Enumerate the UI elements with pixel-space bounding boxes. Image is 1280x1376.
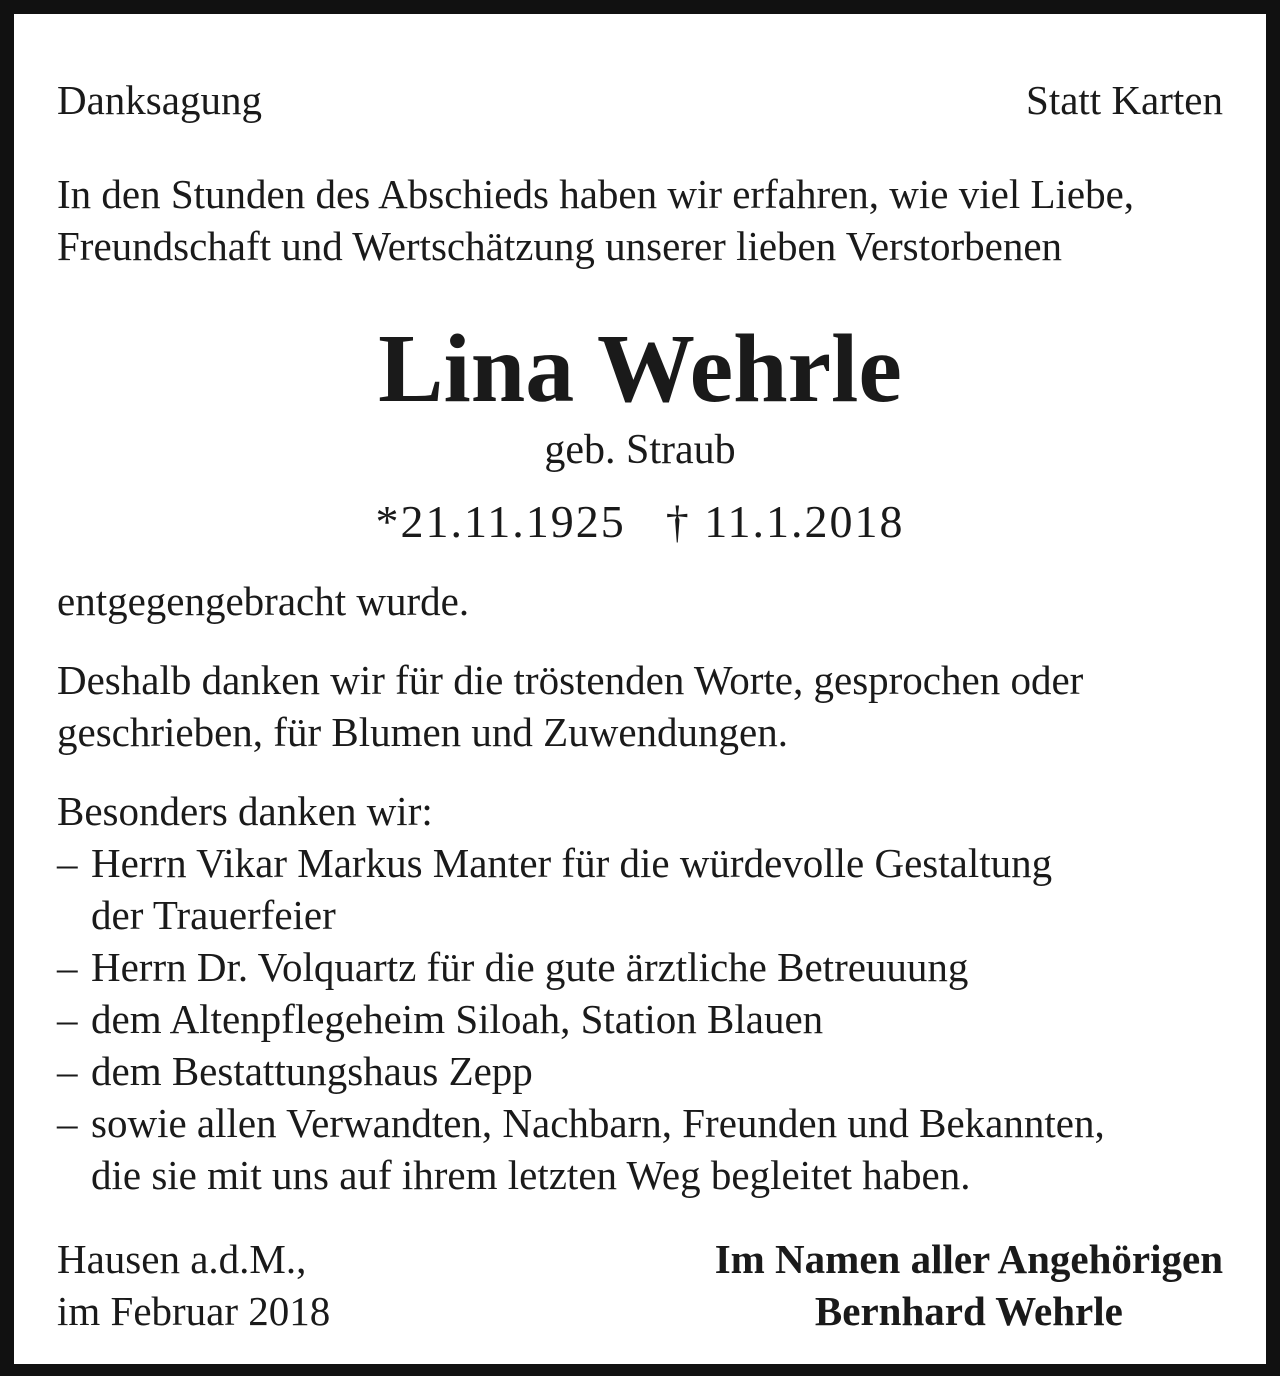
birth-date: *21.11.1925: [375, 496, 626, 547]
maiden-name: geb. Straub: [544, 427, 736, 473]
special-thanks: [57, 785, 1105, 1201]
special-thanks-line: Herrn Dr. Volquartz für die gute ärztliche Betreuuung: [91, 944, 969, 990]
special-thanks-line: sowie allen Verwandten, Nachbarn, Freunden und Bekannten,: [91, 1100, 1105, 1146]
list-dash: –: [57, 944, 78, 990]
signature-name: Bernhard Wehrle: [814, 1288, 1123, 1334]
intro-line: Freundschaft und Wertschätzung unserer lieben Verstorbenen: [57, 223, 1063, 269]
list-dash: –: [57, 1100, 78, 1146]
special-thanks-line: die sie mit uns auf ihrem letzten Weg begleitet haben.: [91, 1152, 971, 1198]
date: im Februar 2018: [57, 1288, 331, 1334]
special-thanks-heading: Besonders danken wir:: [57, 788, 433, 834]
special-thanks-text: [91, 1097, 1105, 1201]
special-thanks-item: [57, 837, 1105, 941]
place: Hausen a.d.M.,: [57, 1236, 307, 1282]
list-dash: –: [57, 840, 78, 886]
thanks-paragraph: [57, 654, 1083, 758]
special-thanks-list: [57, 837, 1105, 1201]
header-danksagung: Danksagung: [57, 77, 262, 123]
list-dash: –: [57, 996, 78, 1042]
special-thanks-line: dem Bestattungshaus Zepp: [91, 1048, 533, 1094]
signature-block: [715, 1233, 1223, 1337]
special-thanks-text: [91, 993, 823, 1045]
special-thanks-text: [91, 837, 1052, 941]
death-date: † 11.1.2018: [665, 496, 905, 547]
special-thanks-line: dem Altenpflegeheim Siloah, Station Blauen: [91, 996, 824, 1042]
signature-line: Im Namen aller Angehörigen: [714, 1236, 1223, 1282]
special-thanks-item: [57, 1045, 1105, 1097]
deceased-name: Lina Wehrle: [378, 315, 902, 423]
header-statt-karten: Statt Karten: [1026, 77, 1223, 123]
special-thanks-text: [91, 1045, 533, 1097]
special-thanks-item: [57, 993, 1105, 1045]
intro-continuation: entgegengebracht wurde.: [57, 578, 470, 624]
thanks-line: geschrieben, für Blumen und Zuwendungen.: [57, 709, 788, 755]
intro-line: In den Stunden des Abschieds haben wir erfahren, wie viel Liebe,: [57, 171, 1135, 217]
thanks-line: Deshalb danken wir für die tröstenden Worte, gesprochen oder: [57, 657, 1084, 703]
list-dash: –: [57, 1048, 78, 1094]
place-and-date: [57, 1233, 330, 1337]
special-thanks-item: [57, 1097, 1105, 1201]
special-thanks-line: Herrn Vikar Markus Manter für die würdevolle Gestaltung: [91, 840, 1053, 886]
special-thanks-text: [91, 941, 968, 993]
special-thanks-line: der Trauerfeier: [91, 892, 336, 938]
life-dates: [14, 494, 1266, 550]
intro-paragraph: [57, 168, 1134, 272]
special-thanks-item: [57, 941, 1105, 993]
